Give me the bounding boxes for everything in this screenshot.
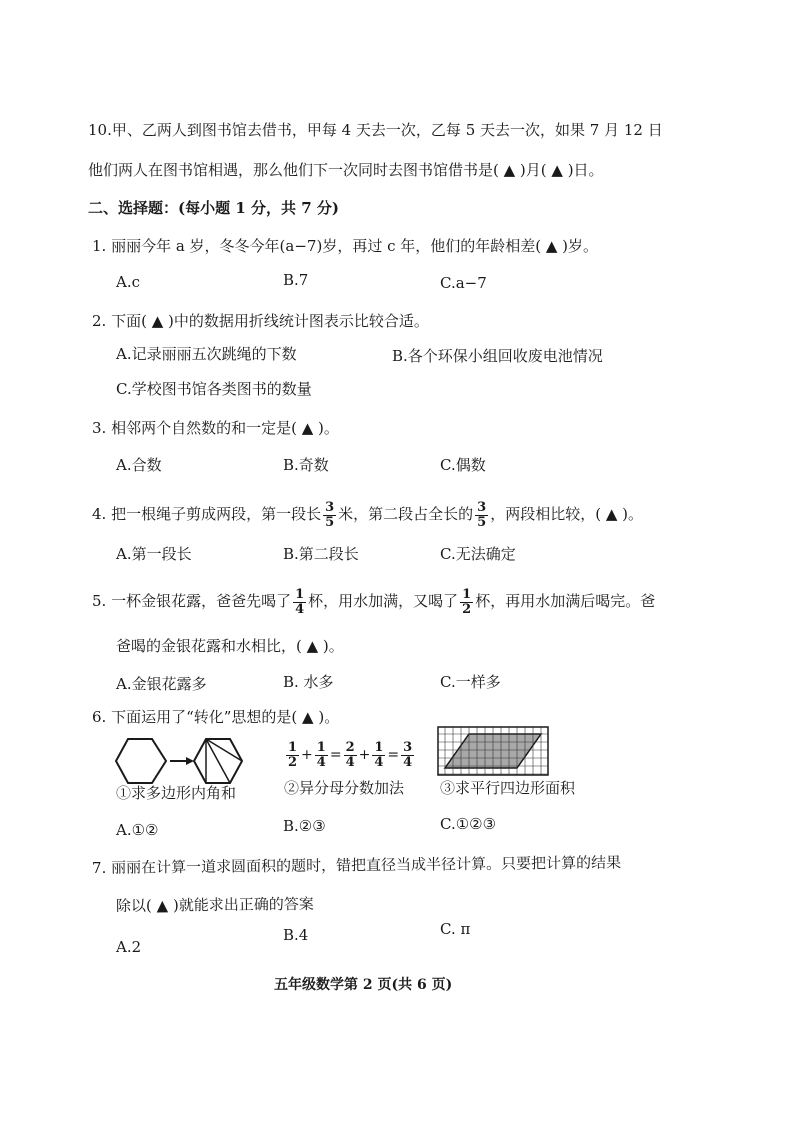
q3-option-b: B.奇数 — [283, 456, 329, 474]
q4-fraction-1-den: 5 — [325, 514, 335, 530]
section-title: 二、选择题：(每小题 1 分，共 7 分) — [88, 199, 339, 217]
q7-line2: 除以( ▲ )就能求出正确的答案 — [115, 894, 314, 915]
q4-stem-post: ，两段相比较，( ▲ )。 — [490, 505, 643, 523]
eq-plus-1: + — [301, 747, 313, 763]
eq-f5-den: 4 — [403, 754, 413, 770]
q2-option-c: C.学校图书馆各类图书的数量 — [116, 380, 312, 398]
q3-stem: 3. 相邻两个自然数的和一定是( ▲ )。 — [92, 419, 339, 437]
q6-option-b: B.②③ — [283, 817, 326, 835]
q7-option-c: C. π — [440, 920, 471, 938]
arrow-head-icon — [186, 757, 194, 765]
q1-stem: 1. 丽丽今年 a 岁，冬冬今年(a−7)岁，再过 c 年，他们的年龄相差( ▲ )岁。 — [92, 237, 599, 255]
q4-fraction-1-num: 3 — [325, 499, 335, 515]
q4-fraction-1 — [323, 501, 336, 530]
eq-f1-num: 1 — [288, 739, 298, 755]
q4-stem-pre: 4. 把一根绳子剪成两段，第一段长 — [92, 505, 322, 523]
q5-fraction-2-den: 2 — [462, 601, 472, 617]
q7-line1: 7. 丽丽在计算一道求圆面积的题时，错把直径当成半径计算。只要把计算的结果 — [91, 853, 622, 877]
q4-stem-mid: 米，第二段占全长的 — [338, 505, 474, 523]
eq-f1-den: 2 — [288, 754, 298, 770]
q5-stem-post: 杯，再用水加满后喝完。爸 — [475, 592, 656, 610]
eq-fraction-5 — [401, 741, 414, 770]
eq-fraction-3 — [344, 741, 357, 770]
q6-caption-3: ③求平行四边形面积 — [440, 779, 576, 797]
q3-option-a: A.合数 — [116, 456, 162, 474]
q4-option-a: A.第一段长 — [116, 545, 192, 563]
eq-f3-num: 2 — [345, 739, 355, 755]
q5-stem-pre: 5. 一杯金银花露，爸爸先喝了 — [92, 592, 292, 610]
q6-stem: 6. 下面运用了“转化”思想的是( ▲ )。 — [92, 708, 340, 726]
eq-f4-num: 1 — [374, 739, 384, 755]
q5-stem-mid: 杯，用水加满，又喝了 — [308, 592, 459, 610]
q2-option-a: A.记录丽丽五次跳绳的下数 — [116, 345, 297, 363]
q4-stem — [92, 497, 643, 531]
q2-stem: 2. 下面( ▲ )中的数据用折线统计图表示比较合适。 — [92, 312, 429, 330]
eq-f3-den: 4 — [345, 754, 355, 770]
q5-option-a: A.金银花露多 — [116, 675, 207, 693]
q7-option-a: A.2 — [116, 938, 142, 956]
q5-line2: 爸喝的金银花露和水相比，( ▲ )。 — [116, 637, 344, 655]
eq-equals-2: = — [387, 747, 400, 763]
eq-fraction-1 — [286, 741, 299, 770]
q5-fraction-2-num: 1 — [462, 586, 472, 602]
q1-option-b: B.7 — [283, 271, 309, 289]
eq-fraction-4 — [372, 741, 385, 770]
q4-option-c: C.无法确定 — [440, 545, 516, 563]
q6-caption-1: ①求多边形内角和 — [116, 784, 237, 802]
q6-option-a: A.①② — [116, 821, 159, 839]
q1-option-c: C.a−7 — [440, 274, 487, 292]
q2-option-b: B.各个环保小组回收废电池情况 — [392, 347, 603, 365]
q7-option-b: B.4 — [283, 926, 309, 944]
parallelogram-grid-figure — [437, 726, 549, 776]
fraction-equation — [284, 735, 416, 775]
eq-plus-2: + — [358, 747, 371, 763]
q4-option-b: B.第二段长 — [283, 545, 359, 563]
q5-fraction-1-den: 4 — [295, 601, 305, 617]
q5-fraction-1-num: 1 — [295, 586, 305, 602]
q6-option-c: C.①②③ — [440, 815, 497, 833]
q5-option-b: B. 水多 — [283, 673, 334, 691]
eq-equals-1: = — [329, 747, 342, 763]
q1-option-a: A.c — [116, 273, 141, 291]
eq-f2-den: 4 — [316, 754, 326, 770]
eq-f4-den: 4 — [374, 754, 384, 770]
q5-stem — [92, 584, 655, 618]
q5-option-c: C.一样多 — [440, 673, 501, 691]
q5-fraction-1 — [293, 588, 306, 617]
q4-fraction-2-den: 5 — [477, 514, 487, 530]
q3-option-c: C.偶数 — [440, 456, 486, 474]
q4-fraction-2 — [475, 501, 488, 530]
eq-f2-num: 1 — [316, 739, 326, 755]
hexagon-shape — [116, 739, 166, 783]
hexagon-transform-figure — [114, 735, 244, 787]
q5-fraction-2 — [460, 588, 473, 617]
q6-caption-2: ②异分母分数加法 — [284, 779, 405, 797]
eq-fraction-2 — [315, 741, 328, 770]
eq-f5-num: 3 — [403, 739, 413, 755]
q10-line2: 他们两人在图书馆相遇，那么他们下一次同时去图书馆借书是( ▲ )月( ▲ )日。 — [88, 161, 604, 179]
q10-line1: 10.甲、乙两人到图书馆去借书，甲每 4 天去一次，乙每 5 天去一次，如果 7 月 12 日 — [88, 121, 663, 139]
page-footer: 五年级数学第 2 页(共 6 页) — [274, 977, 453, 993]
q4-fraction-2-num: 3 — [477, 499, 487, 515]
